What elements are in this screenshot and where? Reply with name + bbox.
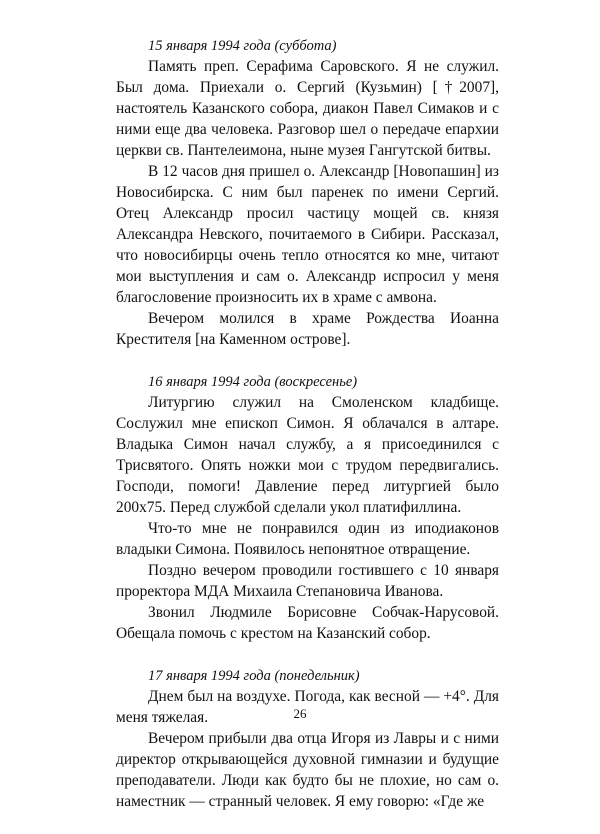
entry-paragraph: Звонил Людмиле Борисовне Собчак-Нарусовой. Обещала помочь с крестом на Казанский собор. — [116, 604, 499, 642]
entry-paragraph: В 12 часов дня пришел о. Александр [Новопашин] из Новосибирска. С ним был паренек по имени Сергий. Отец Александр просил частицу мощей св. князя Александра Невского, почитаемого в Сибири. Рассказал, что новосибирцы очень тепло относятся ко мне, читают мои выступления и сам о. Александр испросил у меня благословение произносить их в храме с амвона. — [116, 163, 499, 306]
entry-paragraph: Что-то мне не понравился один из иподиаконов владыки Симона. Появилось непонятное отвращение. — [116, 520, 499, 558]
diary-entry-jan-15 — [116, 36, 499, 350]
page-number: 26 — [293, 706, 307, 721]
entry-date: 16 января 1994 года (воскресенье) — [148, 374, 358, 390]
entry-paragraph: Поздно вечером проводили гостившего с 10 января проректора МДА Михаила Степановича Иванова. — [116, 562, 499, 600]
entry-paragraph: Литургию служил на Смоленском кладбище. Сослужил мне епископ Симон. Я облачался в алтаре. Владыка Симон начал службу, а я присоединился с Трисвятого. Опять ножки мои с трудом передвигались. Господи, помоги! Давление перед литургией было 200х75. Перед службой сделали укол платифиллина. — [116, 394, 499, 516]
entry-date: 15 января 1994 года (суббота) — [148, 38, 337, 54]
entry-paragraph: Днем был на воздухе. Погода, как весной — +4°. Для меня тяжелая. — [116, 688, 499, 726]
entry-paragraph: Память преп. Серафима Саровского. Я не служил. Был дома. Приехали о. Сергий (Кузьмин) [†2007], настоятель Казанского собора, диакон Павел Симаков и с ними еще два человека. Разговор шел о передаче епархии церкви св. Пантелеимона, ныне музея Гангутской битвы. — [116, 58, 499, 159]
entry-paragraph: Вечером молился в храме Рождества Иоанна Крестителя [на Каменном острове]. — [116, 310, 499, 348]
entry-date: 17 января 1994 года (понедельник) — [148, 668, 360, 684]
entry-paragraph: Вечером прибыли два отца Игоря из Лавры и с ними директор открывающейся духовной гимназии и будущие преподаватели. Люди как будто бы не плохие, но сам о. наместник — странный человек. Я ему говорю: «Где же — [116, 730, 499, 810]
diary-entry-jan-16 — [116, 372, 499, 644]
diary-entry-jan-17 — [116, 666, 499, 812]
